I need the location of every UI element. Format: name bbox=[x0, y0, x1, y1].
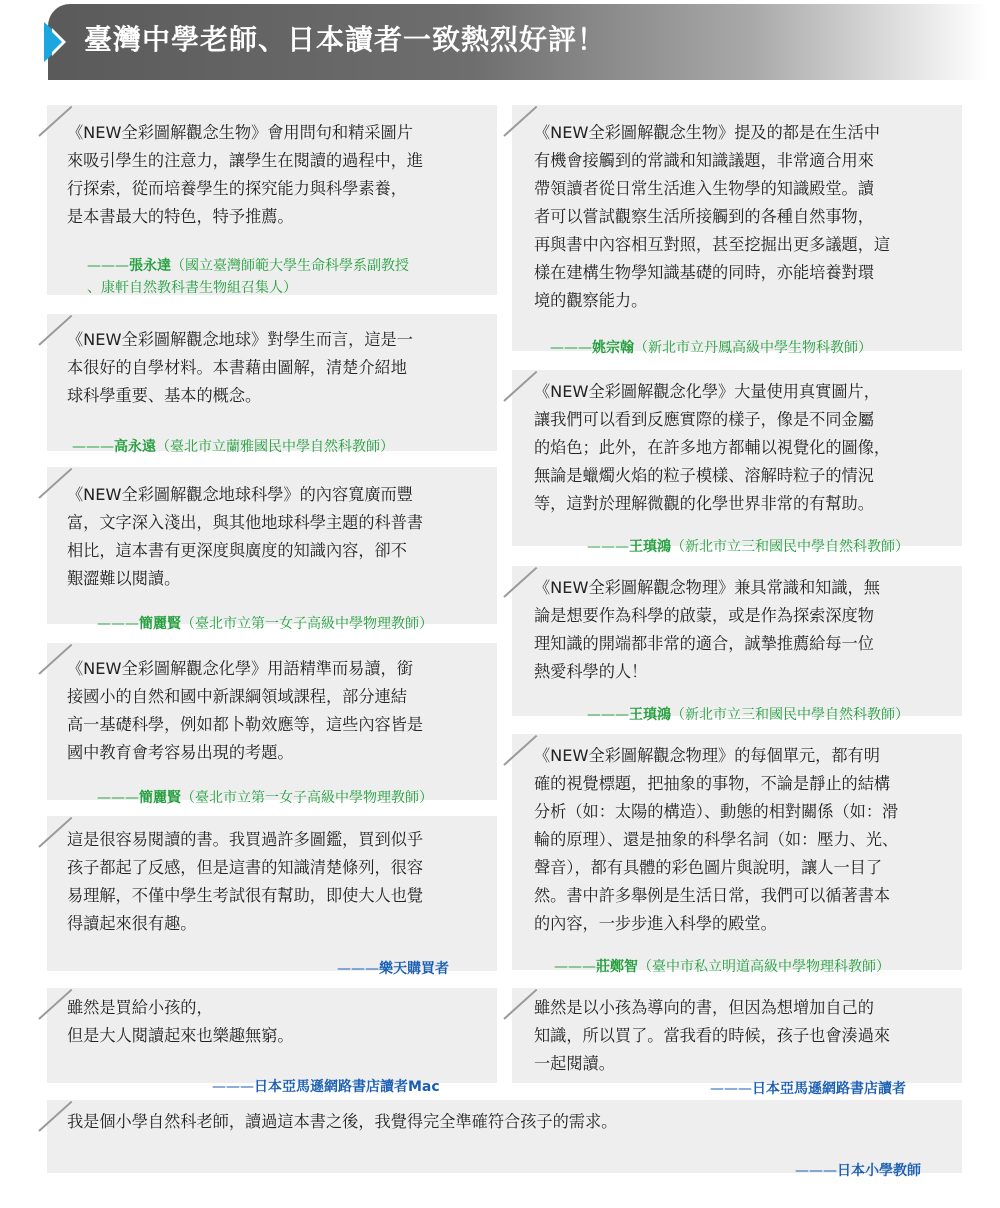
slash-divider bbox=[503, 106, 537, 137]
review-card bbox=[47, 643, 497, 806]
review-signature: ———日本小學教師 bbox=[795, 1163, 921, 1179]
review-signature: ———王瑱鴻（新北市立三和國民中學自然科教師） bbox=[587, 707, 909, 723]
review-text: 雖然是買給小孩的， 但是大人閱讀起來也樂趣無窮。 bbox=[67, 998, 294, 1045]
reviewer-affiliation: （臺中市私立明道高級中學物理科教師） bbox=[638, 959, 890, 975]
review-card bbox=[47, 467, 497, 632]
reviewer-affiliation: （新北市立三和國民中學自然科教師） bbox=[671, 707, 909, 723]
review-card bbox=[512, 734, 962, 975]
reviewer-affiliation: （臺北市立第一女子高級中學物理教師） bbox=[181, 616, 433, 632]
review-signature: ———王瑱鴻（新北市立三和國民中學自然科教師） bbox=[587, 539, 909, 555]
reviewer-name: 張永達 bbox=[129, 258, 171, 274]
review-text: 《NEW全彩圖解觀念地球》對學生而言，這是一 本很好的自學材料。本書藉由圖解，清楚介紹地 球科學重要、基本的概念。 bbox=[67, 330, 413, 405]
review-text: 《NEW全彩圖解觀念化學》用語精準而易讀，銜 接國小的自然和國中新課綱領域課程，部分連結 高一基礎科學，例如都卜勒效應等，這些內容皆是 國中教育會考容易出現的考題。 bbox=[67, 659, 424, 762]
review-card bbox=[512, 988, 962, 1097]
reviewer-name: 莊鄭智 bbox=[596, 959, 638, 975]
review-card bbox=[512, 370, 962, 555]
reviewer-affiliation: （新北市立丹鳳高級中學生物科教師） bbox=[634, 340, 872, 356]
review-card bbox=[47, 105, 497, 295]
review-text: 我是個小學自然科老師，讀過這本書之後，我覺得完全準確符合孩子的需求。 bbox=[67, 1112, 618, 1131]
reviewer-name: 日本小學教師 bbox=[837, 1163, 921, 1179]
review-signature: ———姚宗翰（新北市立丹鳳高級中學生物科教師） bbox=[550, 340, 872, 356]
review-card bbox=[47, 816, 497, 977]
review-card bbox=[47, 1100, 962, 1179]
reviewer-name: 姚宗翰 bbox=[592, 340, 634, 356]
review-text: 《NEW全彩圖解觀念物理》兼具常識和知識，無 論是想要作為科學的啟蒙，或是作為探索深度物 理知識的開端都非常的適合，誠摯推薦給每一位 熱愛科學的人！ bbox=[534, 578, 880, 681]
slash-divider bbox=[503, 371, 537, 402]
reviewer-name: 簡麗賢 bbox=[139, 790, 181, 806]
review-text: 雖然是以小孩為導向的書，但因為想增加自己的 知識，所以買了。當我看的時候，孩子也會湊過來 一起閱讀。 bbox=[534, 998, 891, 1073]
review-card bbox=[512, 105, 962, 356]
review-signature: ———張永達（國立臺灣師範大學生命科學系副教授 、康軒自然教科書生物組召集人） bbox=[87, 258, 409, 296]
slash-divider bbox=[503, 989, 537, 1020]
page-title: 臺灣中學老師、日本讀者一致熱烈好評！ bbox=[84, 23, 607, 56]
review-signature: ———簡麗賢（臺北市立第一女子高級中學物理教師） bbox=[97, 616, 433, 632]
review-text: 《NEW全彩圖解觀念化學》大量使用真實圖片， 讓我們可以看到反應實際的樣子，像是不同金屬 的焰色；此外，在許多地方都輔以視覺化的圖像， 無論是蠟燭火焰的粒子模樣、溶解時粒子的情況 等，這對於理解微觀的化學世界非常的有幫助。 bbox=[534, 382, 891, 513]
reviewer-name: 簡麗賢 bbox=[139, 616, 181, 632]
reviewer-name: 王瑱鴻 bbox=[629, 707, 671, 723]
review-card bbox=[47, 314, 497, 455]
slash-divider bbox=[503, 567, 537, 598]
reviewer-affiliation: （臺北市立蘭雅國民中學自然科教師） bbox=[156, 439, 394, 455]
review-text: 《NEW全彩圖解觀念生物》會用問句和精采圖片 來吸引學生的注意力，讓學生在閱讀的過程中，進 行探索，從而培養學生的探究能力與科學素養， 是本書最大的特色，特予推薦。 bbox=[67, 123, 424, 226]
reviewer-name: 樂天購買者 bbox=[379, 961, 449, 977]
reviewer-name: 高永遠 bbox=[114, 439, 156, 455]
slash-divider bbox=[503, 735, 537, 766]
review-text: 《NEW全彩圖解觀念物理》的每個單元，都有明 確的視覺標題，把抽象的事物，不論是靜止的結構 分析（如：太陽的構造）、動態的相對關係（如：滑 輪的原理）、還是抽象的科學名詞（如：壓力、光、 聲音），都有具體的彩色圖片與說明，讓人一目了 然。書中許多舉例是生活日常，我們可以循著書本 的內容，一步步進入科學的殿堂。 bbox=[534, 746, 899, 933]
reviewer-name: 日本亞馬遜網路書店讀者 bbox=[752, 1081, 906, 1097]
reviewer-affiliation: （臺北市立第一女子高級中學物理教師） bbox=[181, 790, 433, 806]
review-signature: ———日本亞馬遜網路書店讀者 bbox=[710, 1081, 906, 1097]
reviewer-affiliation: （新北市立三和國民中學自然科教師） bbox=[671, 539, 909, 555]
review-signature: ———簡麗賢（臺北市立第一女子高級中學物理教師） bbox=[97, 790, 433, 806]
review-signature: ———樂天購買者 bbox=[337, 961, 449, 977]
review-text: 《NEW全彩圖解觀念地球科學》的內容寬廣而豐 富，文字深入淺出，與其他地球科學主題的科普書 相比，這本書有更深度與廣度的知識內容，卻不 艱澀難以閱讀。 bbox=[67, 485, 424, 588]
arrow-right-icon-inner bbox=[48, 28, 62, 56]
review-card bbox=[47, 988, 497, 1095]
review-signature: ———日本亞馬遜網路書店讀者Mac bbox=[212, 1079, 440, 1095]
reviewer-name: 日本亞馬遜網路書店讀者Mac bbox=[254, 1079, 440, 1095]
review-signature: ———莊鄭智（臺中市私立明道高級中學物理科教師） bbox=[554, 959, 890, 975]
review-text: 《NEW全彩圖解觀念生物》提及的都是在生活中 有機會接觸到的常識和知識議題，非常適合用來 帶領讀者從日常生活進入生物學的知識殿堂。讀 者可以嘗試觀察生活所接觸到的各種自然事物， 再與書中內容相互對照，甚至挖掘出更多議題，這 樣在建構生物學知識基礎的同時，亦能培養對環 境的觀察能力。 bbox=[534, 123, 891, 310]
review-text: 這是很容易閱讀的書。我買過許多圖鑑，買到似乎 孩子都起了反感，但是這書的知識清楚條列，很容 易理解，不僅中學生考試很有幫助，即使大人也覺 得讀起來很有趣。 bbox=[67, 830, 424, 933]
reviewer-name: 王瑱鴻 bbox=[629, 539, 671, 555]
reviewer-affiliation: （國立臺灣師範大學生命科學系副教授 、康軒自然教科書生物組召集人） bbox=[87, 258, 409, 296]
review-card bbox=[512, 566, 962, 723]
review-signature: ———高永遠（臺北市立蘭雅國民中學自然科教師） bbox=[72, 439, 394, 455]
